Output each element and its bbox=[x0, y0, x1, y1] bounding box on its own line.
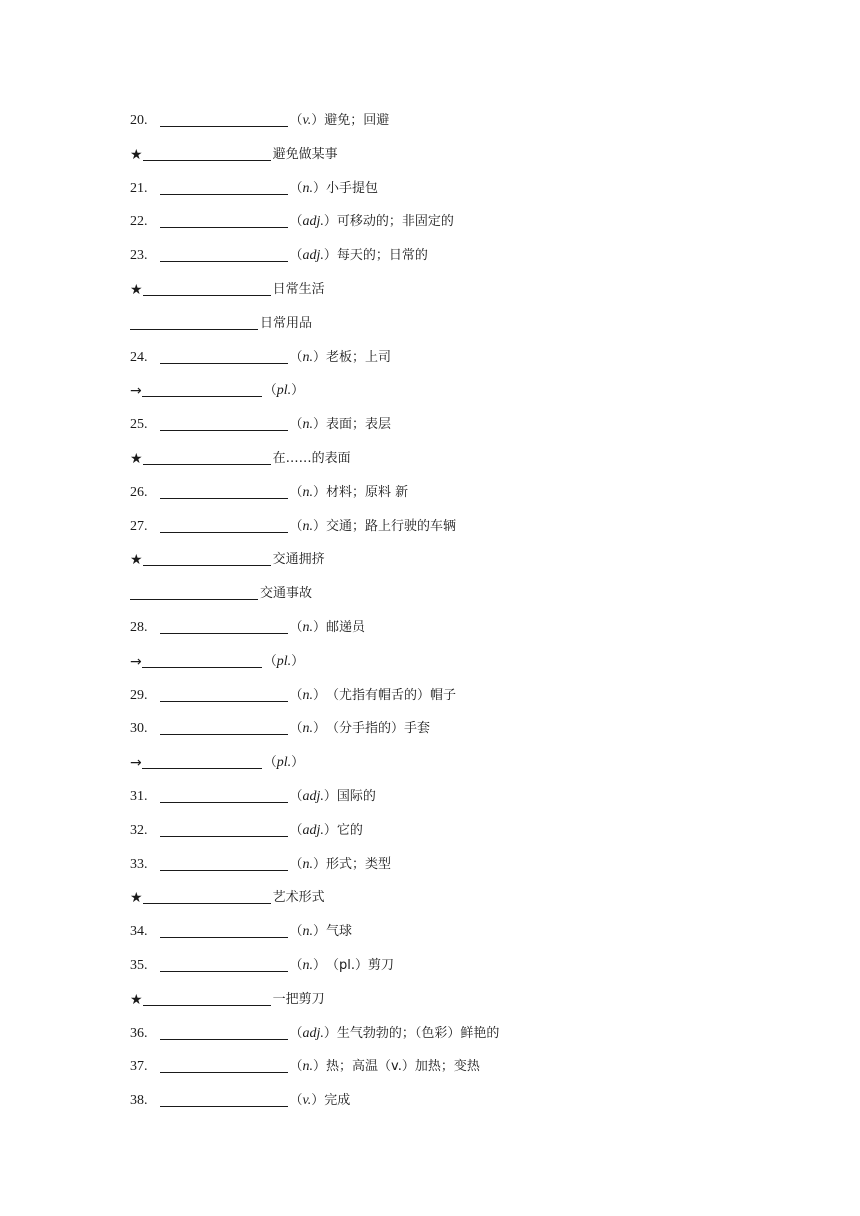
paren-open: （ bbox=[289, 822, 303, 838]
vocab-line bbox=[130, 246, 770, 280]
paren-close: ） bbox=[311, 113, 325, 128]
vocab-line bbox=[130, 550, 770, 584]
star-icon: ★ bbox=[130, 450, 143, 467]
part-of-speech: adj. bbox=[302, 788, 324, 804]
answer-blank[interactable] bbox=[160, 1024, 288, 1040]
part-of-speech: v. bbox=[302, 1093, 312, 1109]
chinese-meaning: 完成 bbox=[324, 1093, 351, 1109]
answer-blank[interactable] bbox=[130, 314, 258, 330]
answer-blank[interactable] bbox=[160, 686, 288, 702]
paren-open: （ bbox=[289, 721, 303, 737]
part-of-speech: pl. bbox=[276, 653, 292, 669]
part-of-speech: n. bbox=[302, 1059, 314, 1075]
vocab-line bbox=[130, 111, 770, 145]
part-of-speech: n. bbox=[302, 957, 314, 973]
answer-blank[interactable] bbox=[160, 517, 288, 533]
item-number: 35. bbox=[130, 957, 148, 973]
vocab-line bbox=[130, 787, 770, 821]
vocab-line bbox=[130, 990, 770, 1024]
paren-open: （ bbox=[289, 619, 303, 635]
answer-blank[interactable] bbox=[160, 956, 288, 972]
item-number: 28. bbox=[130, 619, 148, 635]
answer-blank[interactable] bbox=[143, 550, 271, 566]
vocab-line bbox=[130, 381, 770, 415]
chinese-meaning: 一把剪刀 bbox=[272, 991, 325, 1007]
paren-open: （ bbox=[289, 518, 303, 534]
item-number: 22. bbox=[130, 214, 148, 230]
answer-blank[interactable] bbox=[160, 111, 288, 127]
chinese-meaning: 避免做某事 bbox=[272, 146, 338, 162]
paren-open: （ bbox=[289, 856, 303, 872]
paren-open: （ bbox=[289, 788, 303, 804]
part-of-speech: n. bbox=[302, 349, 314, 365]
vocab-line bbox=[130, 1091, 770, 1125]
part-of-speech: pl. bbox=[276, 755, 292, 771]
answer-blank[interactable] bbox=[160, 246, 288, 262]
paren-open: （ bbox=[289, 417, 303, 433]
chinese-meaning: 气球 bbox=[326, 924, 353, 940]
paren-close: ） bbox=[313, 957, 327, 973]
item-number: 37. bbox=[130, 1059, 148, 1075]
item-number: 31. bbox=[130, 788, 148, 804]
chinese-meaning: 交通；路上行驶的车辆 bbox=[326, 518, 457, 534]
chinese-meaning: 邮递员 bbox=[326, 619, 366, 635]
part-of-speech: n. bbox=[302, 687, 314, 703]
vocab-line bbox=[130, 179, 770, 213]
item-number: 26. bbox=[130, 484, 148, 500]
paren-open: （ bbox=[263, 653, 277, 669]
paren-close: ） bbox=[291, 383, 305, 399]
vocab-line bbox=[130, 280, 770, 314]
answer-blank[interactable] bbox=[143, 888, 271, 904]
chinese-meaning: 艺术形式 bbox=[272, 890, 325, 906]
chinese-meaning: 表面；表层 bbox=[326, 417, 392, 433]
item-number: 29. bbox=[130, 687, 148, 703]
item-number: 30. bbox=[130, 721, 148, 737]
chinese-meaning: 热；高温（v.）加热；变热 bbox=[326, 1059, 480, 1075]
chinese-meaning: 交通事故 bbox=[260, 586, 313, 602]
paren-open: （ bbox=[289, 687, 303, 703]
chinese-meaning: 老板；上司 bbox=[326, 349, 392, 365]
vocab-line bbox=[130, 1057, 770, 1091]
vocab-line bbox=[130, 415, 770, 449]
vocab-line bbox=[130, 314, 770, 348]
vocab-line bbox=[130, 1024, 770, 1058]
answer-blank[interactable] bbox=[142, 381, 262, 397]
paren-close: ） bbox=[313, 924, 327, 940]
paren-open: （ bbox=[289, 113, 303, 128]
answer-blank[interactable] bbox=[160, 483, 288, 499]
arrow-right-icon: → bbox=[130, 383, 142, 400]
vocab-line bbox=[130, 888, 770, 922]
vocab-line bbox=[130, 517, 770, 551]
item-number: 21. bbox=[130, 180, 148, 196]
paren-open: （ bbox=[289, 924, 303, 940]
paren-close: ） bbox=[313, 721, 327, 737]
vocab-line bbox=[130, 584, 770, 618]
item-number: 36. bbox=[130, 1025, 148, 1041]
part-of-speech: n. bbox=[302, 721, 314, 737]
chinese-meaning: 形式；类型 bbox=[326, 856, 392, 872]
answer-blank[interactable] bbox=[160, 855, 288, 871]
paren-close: ） bbox=[323, 248, 337, 264]
answer-blank[interactable] bbox=[160, 1057, 288, 1073]
answer-blank[interactable] bbox=[160, 821, 288, 837]
part-of-speech: n. bbox=[302, 180, 314, 196]
star-icon: ★ bbox=[130, 890, 143, 907]
paren-open: （ bbox=[289, 1059, 303, 1075]
paren-close: ） bbox=[323, 1025, 337, 1041]
item-number: 38. bbox=[130, 1093, 148, 1109]
paren-open: （ bbox=[289, 484, 303, 500]
answer-blank[interactable] bbox=[143, 145, 271, 161]
answer-blank[interactable] bbox=[143, 990, 271, 1006]
item-number: 34. bbox=[130, 924, 148, 940]
chinese-meaning: 生气勃勃的；（色彩）鲜艳的 bbox=[336, 1025, 500, 1041]
paren-close: ） bbox=[313, 856, 327, 872]
part-of-speech: v. bbox=[302, 113, 312, 128]
chinese-meaning: （尤指有帽舌的）帽子 bbox=[326, 687, 457, 703]
answer-blank[interactable] bbox=[142, 753, 262, 769]
paren-open: （ bbox=[289, 1025, 303, 1041]
item-number: 25. bbox=[130, 417, 148, 433]
paren-open: （ bbox=[289, 180, 303, 196]
vocab-line bbox=[130, 821, 770, 855]
star-icon: ★ bbox=[130, 281, 143, 298]
item-number: 33. bbox=[130, 856, 148, 872]
vocab-line bbox=[130, 956, 770, 990]
item-number: 23. bbox=[130, 248, 148, 264]
vocabulary-worksheet bbox=[130, 111, 770, 1125]
paren-open: （ bbox=[289, 248, 303, 264]
part-of-speech: n. bbox=[302, 619, 314, 635]
answer-blank[interactable] bbox=[143, 280, 271, 296]
vocab-line bbox=[130, 686, 770, 720]
star-icon: ★ bbox=[130, 146, 143, 163]
paren-close: ） bbox=[313, 180, 327, 196]
answer-blank[interactable] bbox=[160, 618, 288, 634]
paren-close: ） bbox=[323, 822, 337, 838]
vocab-line bbox=[130, 618, 770, 652]
paren-close: ） bbox=[313, 417, 327, 433]
part-of-speech: n. bbox=[302, 856, 314, 872]
paren-open: （ bbox=[289, 214, 303, 230]
vocab-line bbox=[130, 753, 770, 787]
paren-close: ） bbox=[311, 1093, 325, 1109]
paren-open: （ bbox=[289, 957, 303, 973]
paren-close: ） bbox=[313, 687, 327, 703]
part-of-speech: adj. bbox=[302, 248, 324, 264]
answer-blank[interactable] bbox=[160, 415, 288, 431]
vocab-line bbox=[130, 483, 770, 517]
chinese-meaning: 日常用品 bbox=[260, 315, 313, 331]
part-of-speech: n. bbox=[302, 518, 314, 534]
chinese-meaning: 国际的 bbox=[336, 788, 376, 804]
arrow-right-icon: → bbox=[130, 653, 142, 670]
vocab-line bbox=[130, 348, 770, 382]
answer-blank[interactable] bbox=[160, 787, 288, 803]
chinese-meaning: （分手指的）手套 bbox=[326, 721, 431, 737]
answer-blank[interactable] bbox=[160, 212, 288, 228]
chinese-meaning: 在……的表面 bbox=[272, 450, 351, 466]
chinese-meaning: 交通拥挤 bbox=[272, 552, 325, 568]
chinese-meaning: 避免；回避 bbox=[324, 113, 390, 128]
answer-blank[interactable] bbox=[143, 449, 271, 465]
paren-close: ） bbox=[323, 214, 337, 230]
chinese-meaning: 材料；原料 新 bbox=[326, 484, 409, 500]
part-of-speech: n. bbox=[302, 924, 314, 940]
item-number: 24. bbox=[130, 349, 148, 365]
vocab-line bbox=[130, 855, 770, 889]
chinese-meaning: 可移动的；非固定的 bbox=[336, 214, 454, 230]
item-number: 20. bbox=[130, 113, 148, 128]
part-of-speech: n. bbox=[302, 417, 314, 433]
chinese-meaning: 小手提包 bbox=[326, 180, 379, 196]
paren-close: ） bbox=[313, 518, 327, 534]
paren-close: ） bbox=[313, 619, 327, 635]
answer-blank[interactable] bbox=[160, 719, 288, 735]
paren-close: ） bbox=[323, 788, 337, 804]
paren-close: ） bbox=[291, 653, 305, 669]
paren-close: ） bbox=[313, 1059, 327, 1075]
chinese-meaning: 每天的；日常的 bbox=[336, 248, 428, 264]
part-of-speech: n. bbox=[302, 484, 314, 500]
paren-open: （ bbox=[289, 1093, 303, 1109]
answer-blank[interactable] bbox=[160, 1091, 288, 1107]
answer-blank[interactable] bbox=[130, 584, 258, 600]
star-icon: ★ bbox=[130, 552, 143, 569]
paren-open: （ bbox=[289, 349, 303, 365]
vocab-line bbox=[130, 719, 770, 753]
part-of-speech: adj. bbox=[302, 822, 324, 838]
vocab-line bbox=[130, 652, 770, 686]
part-of-speech: adj. bbox=[302, 1025, 324, 1041]
vocab-line bbox=[130, 145, 770, 179]
answer-blank[interactable] bbox=[160, 922, 288, 938]
chinese-meaning: 它的 bbox=[336, 822, 363, 838]
part-of-speech: adj. bbox=[302, 214, 324, 230]
paren-open: （ bbox=[263, 383, 277, 399]
chinese-meaning: 日常生活 bbox=[272, 281, 325, 297]
vocab-line bbox=[130, 212, 770, 246]
answer-blank[interactable] bbox=[160, 179, 288, 195]
item-number: 32. bbox=[130, 822, 148, 838]
paren-open: （ bbox=[263, 755, 277, 771]
answer-blank[interactable] bbox=[160, 348, 288, 364]
answer-blank[interactable] bbox=[142, 652, 262, 668]
vocab-line bbox=[130, 922, 770, 956]
chinese-meaning: （pl.）剪刀 bbox=[326, 957, 395, 973]
vocab-line bbox=[130, 449, 770, 483]
paren-close: ） bbox=[313, 484, 327, 500]
paren-close: ） bbox=[291, 755, 305, 771]
part-of-speech: pl. bbox=[276, 383, 292, 399]
star-icon: ★ bbox=[130, 991, 143, 1008]
arrow-right-icon: → bbox=[130, 755, 142, 772]
item-number: 27. bbox=[130, 518, 148, 534]
paren-close: ） bbox=[313, 349, 327, 365]
